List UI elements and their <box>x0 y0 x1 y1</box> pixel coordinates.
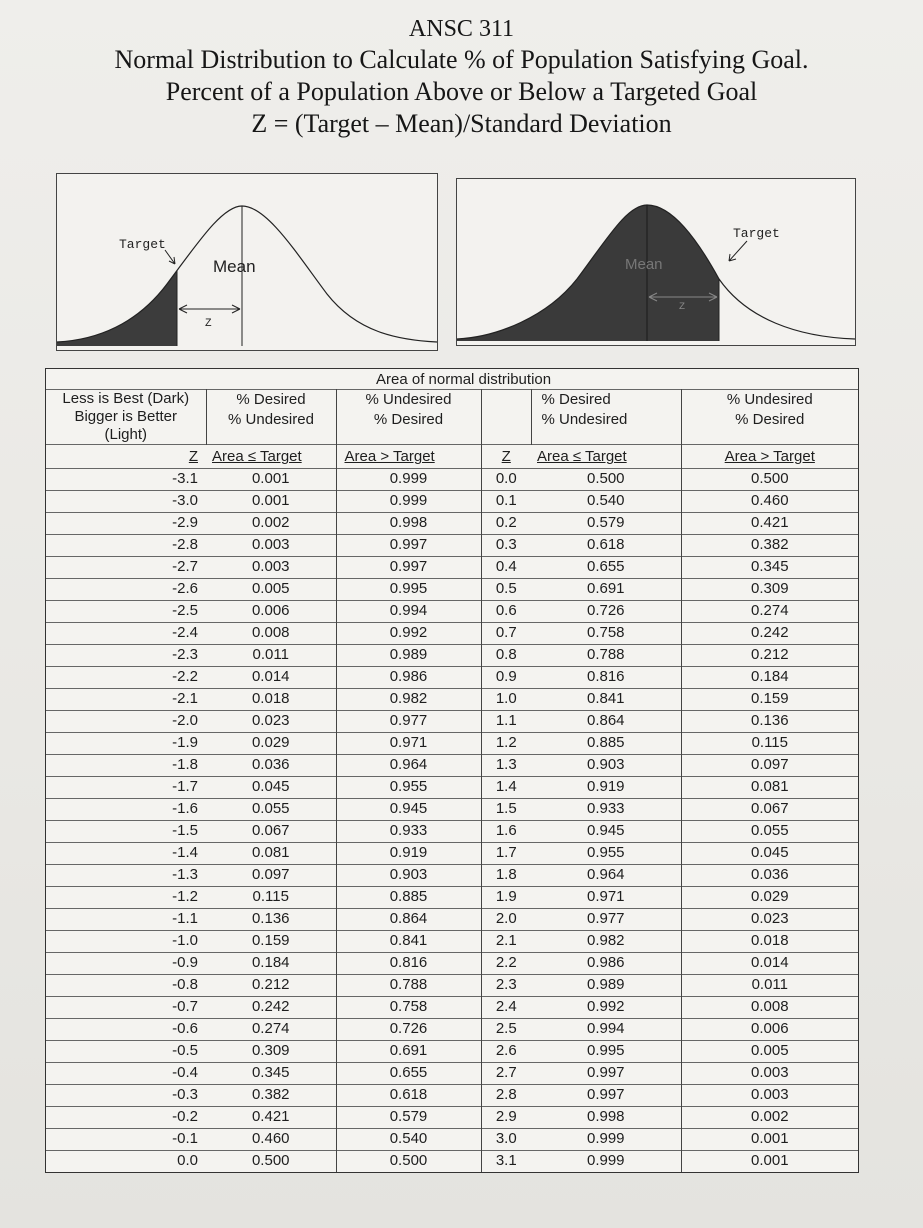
cell-z2: 2.6 <box>481 1041 531 1063</box>
table-row <box>46 1085 858 1107</box>
cell-a2: 0.999 <box>531 1129 681 1151</box>
cell-z2: 0.9 <box>481 667 531 689</box>
cell-a2: 0.788 <box>531 645 681 667</box>
cell-a2: 0.955 <box>531 843 681 865</box>
cell-a2: 0.945 <box>531 821 681 843</box>
cell-a2: 0.986 <box>531 953 681 975</box>
area-table <box>46 369 858 1172</box>
cell-z1: -1.8 <box>46 755 206 777</box>
cell-z2: 2.8 <box>481 1085 531 1107</box>
cell-a2: 0.964 <box>531 865 681 887</box>
cell-z2: 2.5 <box>481 1019 531 1041</box>
table-row <box>46 667 858 689</box>
cell-z1: -2.3 <box>46 645 206 667</box>
cell-a1: 0.274 <box>206 1019 336 1041</box>
area-gt-target-header: Area > Target <box>344 448 435 466</box>
cell-a2: 0.994 <box>531 1019 681 1041</box>
cell-z1: -0.1 <box>46 1129 206 1151</box>
cell-b2: 0.067 <box>681 799 858 821</box>
cell-z2: 2.2 <box>481 953 531 975</box>
title-line-1: Normal Distribution to Calculate % of Population Satisfying Goal. <box>114 45 809 74</box>
left-area-gt-meaning <box>336 390 481 445</box>
left-area-le-meaning <box>206 390 336 445</box>
cell-z2: 0.1 <box>481 491 531 513</box>
cell-b1: 0.885 <box>336 887 481 909</box>
right-z-label: Z <box>679 302 686 313</box>
cell-z1: -2.8 <box>46 535 206 557</box>
cell-b2: 0.002 <box>681 1107 858 1129</box>
cell-a2: 0.500 <box>531 469 681 491</box>
title-line-2: Percent of a Population Above or Below a Targeted Goal <box>165 77 758 106</box>
cell-b2: 0.460 <box>681 491 858 513</box>
table-row <box>46 1041 858 1063</box>
table-body <box>46 469 858 1173</box>
table-row <box>46 1063 858 1085</box>
normal-distribution-table <box>45 368 859 1173</box>
cell-z2: 2.9 <box>481 1107 531 1129</box>
cell-z2: 0.5 <box>481 579 531 601</box>
cell-b1: 0.933 <box>336 821 481 843</box>
area-gt-target-header: Area > Target <box>724 448 815 466</box>
cell-b2: 0.159 <box>681 689 858 711</box>
cell-a2: 0.816 <box>531 667 681 689</box>
cell-z2: 3.0 <box>481 1129 531 1151</box>
cell-b2: 0.005 <box>681 1041 858 1063</box>
cell-b2: 0.003 <box>681 1085 858 1107</box>
left-z-label: Z <box>205 318 212 330</box>
cell-b1: 0.997 <box>336 535 481 557</box>
cell-b1: 0.964 <box>336 755 481 777</box>
cell-z1: -0.6 <box>46 1019 206 1041</box>
table-row <box>46 1107 858 1129</box>
cell-b1: 0.864 <box>336 909 481 931</box>
cell-z2: 0.0 <box>481 469 531 491</box>
cell-b2: 0.500 <box>681 469 858 491</box>
cell-z2: 1.7 <box>481 843 531 865</box>
left-tail-figure <box>56 173 438 351</box>
cell-a1: 0.500 <box>206 1151 336 1173</box>
cell-z1: -2.7 <box>46 557 206 579</box>
cell-b2: 0.097 <box>681 755 858 777</box>
cell-z2: 2.0 <box>481 909 531 931</box>
table-row <box>46 469 858 491</box>
cell-z2: 0.3 <box>481 535 531 557</box>
cell-a1: 0.001 <box>206 491 336 513</box>
cell-a2: 0.885 <box>531 733 681 755</box>
cell-a2: 0.726 <box>531 601 681 623</box>
cell-b1: 0.758 <box>336 997 481 1019</box>
cell-a2: 0.999 <box>531 1151 681 1173</box>
table-row <box>46 1151 858 1173</box>
table-row <box>46 733 858 755</box>
cell-z1: -2.5 <box>46 601 206 623</box>
cell-a1: 0.008 <box>206 623 336 645</box>
cell-a2: 0.540 <box>531 491 681 513</box>
cell-a1: 0.421 <box>206 1107 336 1129</box>
cell-a1: 0.029 <box>206 733 336 755</box>
cell-z2: 0.2 <box>481 513 531 535</box>
table-row <box>46 513 858 535</box>
cell-z1: -2.9 <box>46 513 206 535</box>
cell-b2: 0.001 <box>681 1129 858 1151</box>
cell-b1: 0.994 <box>336 601 481 623</box>
table-title-row <box>46 369 858 390</box>
cell-b1: 0.618 <box>336 1085 481 1107</box>
cell-b1: 0.995 <box>336 579 481 601</box>
table-row <box>46 821 858 843</box>
cell-z1: -0.2 <box>46 1107 206 1129</box>
cell-b2: 0.011 <box>681 975 858 997</box>
formula-line: Z = (Target – Mean)/Standard Deviation <box>251 109 672 138</box>
table-row <box>46 931 858 953</box>
right-target-label: Target <box>733 226 780 241</box>
table-row <box>46 557 858 579</box>
cell-z2: 1.3 <box>481 755 531 777</box>
cell-b1: 0.726 <box>336 1019 481 1041</box>
cell-a1: 0.003 <box>206 557 336 579</box>
cell-a2: 0.997 <box>531 1063 681 1085</box>
table-row <box>46 997 858 1019</box>
cell-z2: 2.7 <box>481 1063 531 1085</box>
table-row <box>46 777 858 799</box>
cell-b2: 0.115 <box>681 733 858 755</box>
cell-a2: 0.919 <box>531 777 681 799</box>
desired-label: % Desired <box>236 391 306 408</box>
table-row <box>46 909 858 931</box>
z-column-header: Z <box>501 448 511 466</box>
cell-z1: -1.7 <box>46 777 206 799</box>
table-row <box>46 623 858 645</box>
right-area-gt-meaning <box>681 390 858 445</box>
cell-a1: 0.002 <box>206 513 336 535</box>
table-row <box>46 601 858 623</box>
cell-z1: -1.2 <box>46 887 206 909</box>
cell-a1: 0.001 <box>206 469 336 491</box>
cell-z1: -1.6 <box>46 799 206 821</box>
cell-z2: 0.4 <box>481 557 531 579</box>
cell-a2: 0.995 <box>531 1041 681 1063</box>
area-le-target-header: Area ≤ Target <box>537 448 627 466</box>
undesired-label: % Undesired <box>365 391 452 408</box>
cell-a1: 0.159 <box>206 931 336 953</box>
cell-z2: 1.9 <box>481 887 531 909</box>
cell-a1: 0.460 <box>206 1129 336 1151</box>
cell-b1: 0.986 <box>336 667 481 689</box>
cell-b1: 0.971 <box>336 733 481 755</box>
left-mean-label: Mean <box>213 257 256 276</box>
cell-b1: 0.655 <box>336 1063 481 1085</box>
table-row <box>46 645 858 667</box>
cell-z1: -3.1 <box>46 469 206 491</box>
cell-a2: 0.618 <box>531 535 681 557</box>
table-row <box>46 799 858 821</box>
cell-z1: -2.2 <box>46 667 206 689</box>
cell-z2: 2.3 <box>481 975 531 997</box>
cell-b2: 0.018 <box>681 931 858 953</box>
cell-z1: -0.8 <box>46 975 206 997</box>
cell-z2: 2.1 <box>481 931 531 953</box>
cell-a1: 0.067 <box>206 821 336 843</box>
cell-z1: -2.0 <box>46 711 206 733</box>
cell-z1: -2.4 <box>46 623 206 645</box>
cell-b2: 0.309 <box>681 579 858 601</box>
cell-z1: -0.7 <box>46 997 206 1019</box>
cell-a1: 0.081 <box>206 843 336 865</box>
cell-a1: 0.212 <box>206 975 336 997</box>
left-tail-curve <box>57 174 437 350</box>
cell-a1: 0.136 <box>206 909 336 931</box>
cell-a2: 0.655 <box>531 557 681 579</box>
cell-a2: 0.864 <box>531 711 681 733</box>
title-block <box>0 14 923 140</box>
z-column-header: Z <box>188 448 198 466</box>
cell-b1: 0.998 <box>336 513 481 535</box>
undesired-label: % Undesired <box>228 411 314 428</box>
cell-b1: 0.579 <box>336 1107 481 1129</box>
cell-z1: -1.0 <box>46 931 206 953</box>
cell-a1: 0.055 <box>206 799 336 821</box>
cell-b1: 0.997 <box>336 557 481 579</box>
cell-b1: 0.992 <box>336 623 481 645</box>
cell-b1: 0.982 <box>336 689 481 711</box>
cell-b1: 0.816 <box>336 953 481 975</box>
table-row <box>46 535 858 557</box>
cell-z1: -0.4 <box>46 1063 206 1085</box>
cell-b1: 0.919 <box>336 843 481 865</box>
cell-b2: 0.382 <box>681 535 858 557</box>
cell-a2: 0.998 <box>531 1107 681 1129</box>
cell-z1: -1.3 <box>46 865 206 887</box>
cell-z2: 1.4 <box>481 777 531 799</box>
cell-a2: 0.977 <box>531 909 681 931</box>
cell-b1: 0.989 <box>336 645 481 667</box>
table-row <box>46 843 858 865</box>
desired-label: % Desired <box>541 391 611 408</box>
cell-a1: 0.045 <box>206 777 336 799</box>
cell-a1: 0.006 <box>206 601 336 623</box>
cell-b2: 0.136 <box>681 711 858 733</box>
shaded-lower-tail <box>57 270 177 346</box>
table-row <box>46 1129 858 1151</box>
cell-b2: 0.081 <box>681 777 858 799</box>
cell-a2: 0.903 <box>531 755 681 777</box>
cell-z2: 1.0 <box>481 689 531 711</box>
cell-b2: 0.421 <box>681 513 858 535</box>
cell-z2: 1.1 <box>481 711 531 733</box>
cell-z1: -2.1 <box>46 689 206 711</box>
cell-a2: 0.841 <box>531 689 681 711</box>
undesired-label: % Undesired <box>726 391 813 408</box>
cell-a1: 0.014 <box>206 667 336 689</box>
cell-a1: 0.011 <box>206 645 336 667</box>
cell-b2: 0.242 <box>681 623 858 645</box>
cell-b2: 0.345 <box>681 557 858 579</box>
cell-z2: 0.7 <box>481 623 531 645</box>
cell-z2: 1.2 <box>481 733 531 755</box>
right-area-figure <box>456 178 856 346</box>
cell-z1: -2.6 <box>46 579 206 601</box>
cell-z1: -3.0 <box>46 491 206 513</box>
cell-b1: 0.903 <box>336 865 481 887</box>
cell-b2: 0.008 <box>681 997 858 1019</box>
cell-z2: 0.8 <box>481 645 531 667</box>
cell-b1: 0.945 <box>336 799 481 821</box>
cell-a1: 0.382 <box>206 1085 336 1107</box>
cell-a2: 0.758 <box>531 623 681 645</box>
cell-z1: -0.3 <box>46 1085 206 1107</box>
cell-b2: 0.023 <box>681 909 858 931</box>
table-row <box>46 711 858 733</box>
table-row <box>46 579 858 601</box>
cell-z1: -0.5 <box>46 1041 206 1063</box>
right-area-curve <box>457 179 855 345</box>
cell-z1: -1.9 <box>46 733 206 755</box>
cell-z1: -1.5 <box>46 821 206 843</box>
cell-a1: 0.003 <box>206 535 336 557</box>
area-le-target-header: Area ≤ Target <box>212 448 302 466</box>
cell-a1: 0.097 <box>206 865 336 887</box>
cell-z1: 0.0 <box>46 1151 206 1173</box>
cell-a1: 0.242 <box>206 997 336 1019</box>
cell-b2: 0.036 <box>681 865 858 887</box>
cell-a2: 0.971 <box>531 887 681 909</box>
cell-z1: -1.1 <box>46 909 206 931</box>
cell-b2: 0.014 <box>681 953 858 975</box>
direction-label <box>46 390 206 445</box>
cell-z1: -1.4 <box>46 843 206 865</box>
bigger-is-better-label: Bigger is Better <box>74 408 178 425</box>
cell-b1: 0.500 <box>336 1151 481 1173</box>
right-area-le-meaning <box>531 390 681 445</box>
cell-b1: 0.691 <box>336 1041 481 1063</box>
cell-b1: 0.999 <box>336 469 481 491</box>
cell-a2: 0.691 <box>531 579 681 601</box>
cell-a1: 0.115 <box>206 887 336 909</box>
cell-a2: 0.933 <box>531 799 681 821</box>
target-pointer-arrow <box>165 250 175 264</box>
right-mean-label: Mean <box>625 256 663 273</box>
cell-b1: 0.999 <box>336 491 481 513</box>
left-target-label: Target <box>119 237 166 252</box>
cell-b1: 0.841 <box>336 931 481 953</box>
cell-a1: 0.018 <box>206 689 336 711</box>
cell-b2: 0.045 <box>681 843 858 865</box>
undesired-label: % Undesired <box>541 411 628 428</box>
shaded-below-target <box>457 205 719 341</box>
cell-b1: 0.788 <box>336 975 481 997</box>
cell-z2: 1.8 <box>481 865 531 887</box>
light-label: (Light) <box>104 426 148 443</box>
cell-z2: 3.1 <box>481 1151 531 1173</box>
cell-b2: 0.001 <box>681 1151 858 1173</box>
table-row <box>46 491 858 513</box>
cell-b1: 0.955 <box>336 777 481 799</box>
cell-b1: 0.540 <box>336 1129 481 1151</box>
cell-b2: 0.274 <box>681 601 858 623</box>
cell-b1: 0.977 <box>336 711 481 733</box>
table-row <box>46 887 858 909</box>
table-row <box>46 1019 858 1041</box>
table-row <box>46 953 858 975</box>
table-row <box>46 755 858 777</box>
table-header-row <box>46 390 858 445</box>
desired-label: % Desired <box>735 411 805 428</box>
cell-a1: 0.036 <box>206 755 336 777</box>
column-header-row <box>46 445 858 469</box>
cell-a1: 0.345 <box>206 1063 336 1085</box>
table-title: Area of normal distribution <box>376 371 552 388</box>
cell-b2: 0.006 <box>681 1019 858 1041</box>
table-row <box>46 975 858 997</box>
cell-a2: 0.989 <box>531 975 681 997</box>
less-is-best-label: Less is Best (Dark) <box>62 390 190 407</box>
table-row <box>46 689 858 711</box>
cell-a1: 0.309 <box>206 1041 336 1063</box>
course-title: ANSC 311 <box>408 16 515 42</box>
cell-a2: 0.997 <box>531 1085 681 1107</box>
cell-a2: 0.982 <box>531 931 681 953</box>
cell-b2: 0.029 <box>681 887 858 909</box>
table-row <box>46 865 858 887</box>
cell-z2: 1.6 <box>481 821 531 843</box>
cell-b2: 0.212 <box>681 645 858 667</box>
cell-z1: -0.9 <box>46 953 206 975</box>
cell-a2: 0.992 <box>531 997 681 1019</box>
cell-a1: 0.005 <box>206 579 336 601</box>
target-pointer-arrow <box>729 241 747 261</box>
cell-z2: 0.6 <box>481 601 531 623</box>
cell-a1: 0.184 <box>206 953 336 975</box>
cell-a1: 0.023 <box>206 711 336 733</box>
desired-label: % Desired <box>373 411 444 428</box>
cell-a2: 0.579 <box>531 513 681 535</box>
cell-z2: 2.4 <box>481 997 531 1019</box>
cell-b2: 0.184 <box>681 667 858 689</box>
cell-b2: 0.003 <box>681 1063 858 1085</box>
cell-b2: 0.055 <box>681 821 858 843</box>
cell-z2: 1.5 <box>481 799 531 821</box>
